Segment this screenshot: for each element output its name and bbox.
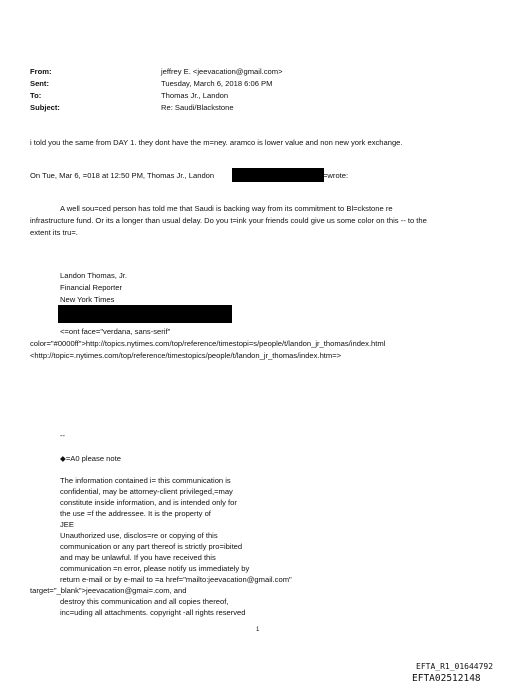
redaction-block bbox=[232, 168, 324, 182]
disclaimer-line: constitute inside information, and is intended only for bbox=[60, 498, 237, 507]
quote-intro-left: On Tue, Mar 6, =018 at 12:50 PM, Thomas Jr., Landon bbox=[30, 171, 215, 180]
html-source-line: <=ont face="verdana, sans-serif" bbox=[60, 327, 171, 336]
to-value: Thomas Jr., Landon bbox=[161, 91, 229, 100]
from-label: From: bbox=[30, 67, 52, 76]
disclaimer-line: The information contained i= this communication is bbox=[60, 476, 231, 485]
quote-line: A well sou=ced person has told me that Saudi is backing way from its commitment to Bl=ckstone re bbox=[60, 204, 393, 213]
footer-efta-id: EFTA02512148 bbox=[412, 673, 481, 684]
sent-label: Sent: bbox=[30, 79, 49, 88]
disclaimer-line: the use =f the addressee. It is the property of bbox=[60, 509, 211, 518]
disclaimer-line: JEE bbox=[60, 520, 74, 529]
redaction-block bbox=[58, 305, 232, 323]
disclaimer-line: Unauthorized use, disclos=re or copying of this bbox=[60, 531, 218, 540]
disclaimer-line: communication =n error, please notify us immediately by bbox=[60, 564, 250, 573]
signature-org: New York Times bbox=[60, 295, 115, 304]
signature-name: Landon Thomas, Jr. bbox=[60, 271, 127, 280]
disclaimer-line: and may be unlawful. If you have received this bbox=[60, 553, 216, 562]
html-source-line: <http://topic=.nytimes.com/top/reference/timestopics/people/t/landon_jr_thomas/index.htm=> bbox=[30, 351, 342, 360]
from-value: jeffrey E. <jeevacation@gmail.com> bbox=[161, 67, 283, 76]
to-label: To: bbox=[30, 91, 42, 100]
disclaimer-line: destroy this communication and all copies thereof, bbox=[60, 597, 229, 606]
disclaimer-line: confidential, may be attorney-client privileged,=may bbox=[60, 487, 233, 496]
disclaimer-line: communication or any part thereof is strictly pro=ibited bbox=[60, 542, 243, 551]
sent-value: Tuesday, March 6, 2018 6:06 PM bbox=[161, 79, 273, 88]
separator-dashes: -- bbox=[60, 431, 66, 440]
subject-label: Subject: bbox=[30, 103, 60, 112]
page-number: 1 bbox=[256, 627, 260, 633]
disclaimer-line: return e-mail or by e-mail to =a href="mailto:jeevacation@gmail.com" bbox=[60, 575, 292, 584]
reply-line: i told you the same from DAY 1. they dont have the m=ney. aramco is lower value and non new york exchange. bbox=[30, 138, 403, 147]
target-line: target="_blank">jeevacation@gmai=.com, and bbox=[30, 586, 187, 595]
html-source-line: color="#0000ff">http://topics.nytimes.com/top/reference/timestopi=s/people/t/landon_jr_thomas/index.html bbox=[30, 339, 386, 348]
signature-title: Financial Reporter bbox=[60, 283, 123, 292]
subject-value: Re: Saudi/Blackstone bbox=[161, 103, 234, 112]
quote-intro-right: =wrote: bbox=[323, 171, 349, 180]
disclaimer-line: inc=uding all attachments. copyright -all rights reserved bbox=[60, 608, 246, 617]
quote-line: infrastructure fund. Or its a longer than usual delay. Do you t=ink your friends could give us some color on this -- to the bbox=[30, 216, 427, 225]
footer-doc-id: EFTA_R1_01644792 bbox=[416, 662, 494, 671]
note-line: ◆=A0 please note bbox=[60, 454, 121, 463]
quote-line: extent its tru=. bbox=[30, 228, 78, 237]
